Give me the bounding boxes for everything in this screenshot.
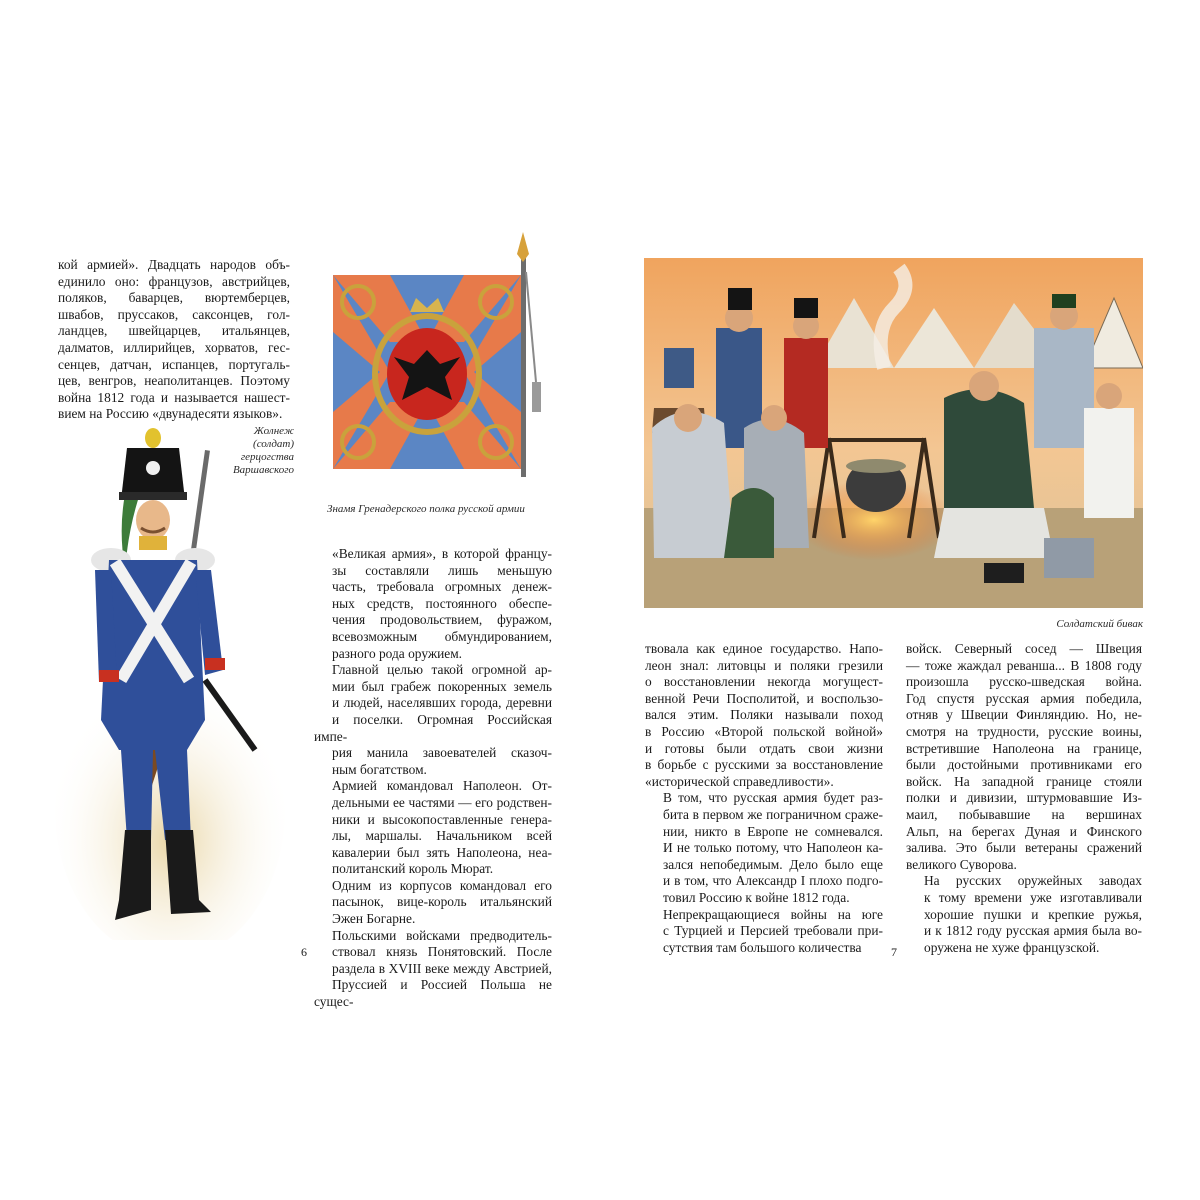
text-line: произошла русско-шведская война. [906, 674, 1142, 690]
text-line: бита в первом же пограничном сраже- [663, 806, 883, 822]
text-line: «исторической справедливости». [645, 773, 834, 789]
paragraph [645, 790, 883, 906]
text-line: и готовы были отдать свои жизни [645, 740, 883, 756]
text-line: Армией командовал Наполеон. От- [332, 778, 552, 794]
text-line: Главной целью такой огромной ар- [332, 662, 552, 678]
text-line: На русских оружейных заводах [924, 873, 1142, 889]
text-line: дельными ее частями — его родствен- [332, 794, 552, 810]
text-line: лы, маршалы. Начальником всей [332, 828, 552, 844]
soldiers-bivouac-illustration [644, 258, 1143, 608]
text-line: цев, венгров, неаполитанцев. Поэтому [58, 373, 290, 389]
text-line: кавалерии был зять Наполеона, неа- [332, 844, 552, 860]
paragraph [314, 878, 552, 928]
paragraph [314, 778, 552, 878]
right-column1-text [645, 641, 883, 956]
text-line: войск. Северный сосед — Швеция [906, 641, 1142, 656]
text-line: твовала как единое государство. Напо- [645, 641, 883, 656]
caption-line: Жолнеж [253, 425, 294, 437]
paragraph [314, 928, 552, 1011]
text-line: оружена не хуже французской. [924, 939, 1100, 955]
paragraph [58, 257, 290, 423]
paragraph [645, 641, 883, 790]
text-line: И не только потому, что Наполеон ка- [663, 840, 883, 856]
text-line: нии, никто в Европе не сомневался. [663, 823, 883, 839]
grenadier-banner-illustration [330, 232, 550, 477]
text-line: были достойными противниками его [906, 757, 1142, 773]
text-line: мии был грабеж покоренных земель [332, 678, 552, 694]
caption-line: герцогства [240, 451, 294, 463]
text-line: поляков, баварцев, вюртемберцев, [58, 290, 290, 306]
text-line: и поселки. Огромная Российская импе- [314, 711, 552, 744]
text-line: отняв у Швеции Финляндию. Но, не- [906, 707, 1142, 723]
text-line: зался непобедимым. Дело было еще [663, 856, 883, 872]
text-line: пасынок, вице-король итальянский [332, 894, 552, 910]
text-line: войск. На западной границе стояли [906, 773, 1142, 789]
text-line: товил Россию к войне 1812 года. [663, 889, 850, 905]
text-line: Непрекращающиеся войны на юге [663, 906, 883, 922]
text-line: смотря на трудности, русские воины, [906, 723, 1142, 739]
warsaw-soldier-illustration [55, 420, 285, 940]
text-line: «Великая армия», в которой францу- [332, 546, 552, 561]
text-line: полки и дивизии, штурмовавшие Из- [906, 790, 1142, 806]
text-line: разного рода оружием. [332, 645, 463, 661]
left-column2-text [314, 546, 552, 1011]
soldier-caption [200, 425, 294, 477]
text-line: Польскими войсками предводитель- [332, 927, 552, 943]
text-line: великого Суворова. [906, 856, 1017, 872]
paragraph [906, 873, 1142, 956]
text-line: хорошие пушки и крепкие ружья, [924, 906, 1142, 922]
paragraph [314, 662, 552, 778]
text-line: леон знал: литовцы и поляки грезили [645, 657, 883, 673]
text-line: с Турцией и Персией требовали при- [663, 923, 883, 939]
text-line: ных средств, постоянного обеспе- [332, 595, 552, 611]
caption-line: Варшавского [232, 464, 294, 476]
text-line: Эжен Богарне. [332, 911, 416, 927]
text-line: к тому времени уже изготавливали [924, 889, 1142, 905]
text-line: зы составляли лишь меньшую [332, 562, 552, 578]
left-column1-text [58, 257, 290, 423]
text-line: в борьбе с русскими за восстановление [645, 757, 883, 773]
text-line: далматов, иллирийцев, хорватов, гес- [58, 339, 290, 355]
text-line: и в том, что Александр I плохо подго- [663, 873, 883, 889]
text-line: о восстановлении некогда могущест- [645, 674, 883, 690]
text-line: Одним из корпусов командовал его [332, 877, 552, 893]
text-line: Пруссией и Россией Польша не сущес- [314, 977, 552, 1010]
page-number: 6 [301, 945, 307, 959]
text-line: в Россию «Второй польской войной» [645, 723, 883, 739]
page-7 [600, 0, 1200, 1200]
text-line: сутствия там большого количества [663, 939, 862, 955]
right-column2-text [906, 641, 1142, 956]
text-line: и к 1812 году русская армия была во- [924, 923, 1142, 939]
text-line: вием на Россию «двунадесяти языков». [58, 406, 283, 422]
text-line: — тоже жаждал реванша... В 1808 году [906, 657, 1142, 673]
text-line: Альп, на берегах Дуная и Финского [906, 823, 1142, 839]
text-line: единило оно: французов, австрийцев, [58, 273, 290, 289]
text-line: чения продовольствием, фуражом, [332, 612, 552, 628]
text-line: всевозможным обмундированием, [332, 628, 552, 644]
text-line: война 1812 года и называется нашест- [58, 389, 290, 405]
paragraph [314, 546, 552, 662]
text-line: маил, побывавшие на вершинах [906, 806, 1142, 822]
text-line: встретившие Наполеона на границе, [906, 740, 1142, 756]
text-line: сенцев, датчан, испанцев, португаль- [58, 356, 290, 372]
caption-line: (солдат) [253, 438, 294, 450]
page-number: 7 [891, 945, 897, 959]
text-line: рия манила завоевателей сказоч- [332, 745, 552, 761]
text-line: венной Речи Посполитой, и воспользо- [645, 690, 883, 706]
banner-caption: Знамя Гренадерского полка русской армии [327, 503, 525, 515]
text-line: Год спустя русская армия победила, [906, 690, 1142, 706]
paragraph [906, 641, 1142, 873]
bivouac-caption: Солдатский бивак [1056, 618, 1143, 630]
text-line: залива. Это были ветераны сражений [906, 840, 1142, 856]
text-line: кой армией». Двадцать народов объ- [58, 257, 290, 272]
text-line: и людей, населявших города, деревни [332, 695, 552, 711]
text-line: раздела в XVIII веке между Австрией, [332, 960, 552, 976]
text-line: вался этим. Поляки называли поход [645, 707, 883, 723]
text-line: ным богатством. [332, 761, 427, 777]
text-line: политанский король Мюрат. [332, 861, 494, 877]
text-line: швабов, пруссаков, саксонцев, гол- [58, 306, 290, 322]
text-line: ландцев, швейцарцев, итальянцев, [58, 323, 290, 339]
paragraph [645, 907, 883, 957]
text-line: В том, что русская армия будет раз- [663, 790, 883, 806]
text-line: ники и высокопоставленные генера- [332, 811, 552, 827]
text-line: часть, требовала огромных денеж- [332, 579, 552, 595]
text-line: ствовал князь Понятовский. После [332, 944, 552, 960]
